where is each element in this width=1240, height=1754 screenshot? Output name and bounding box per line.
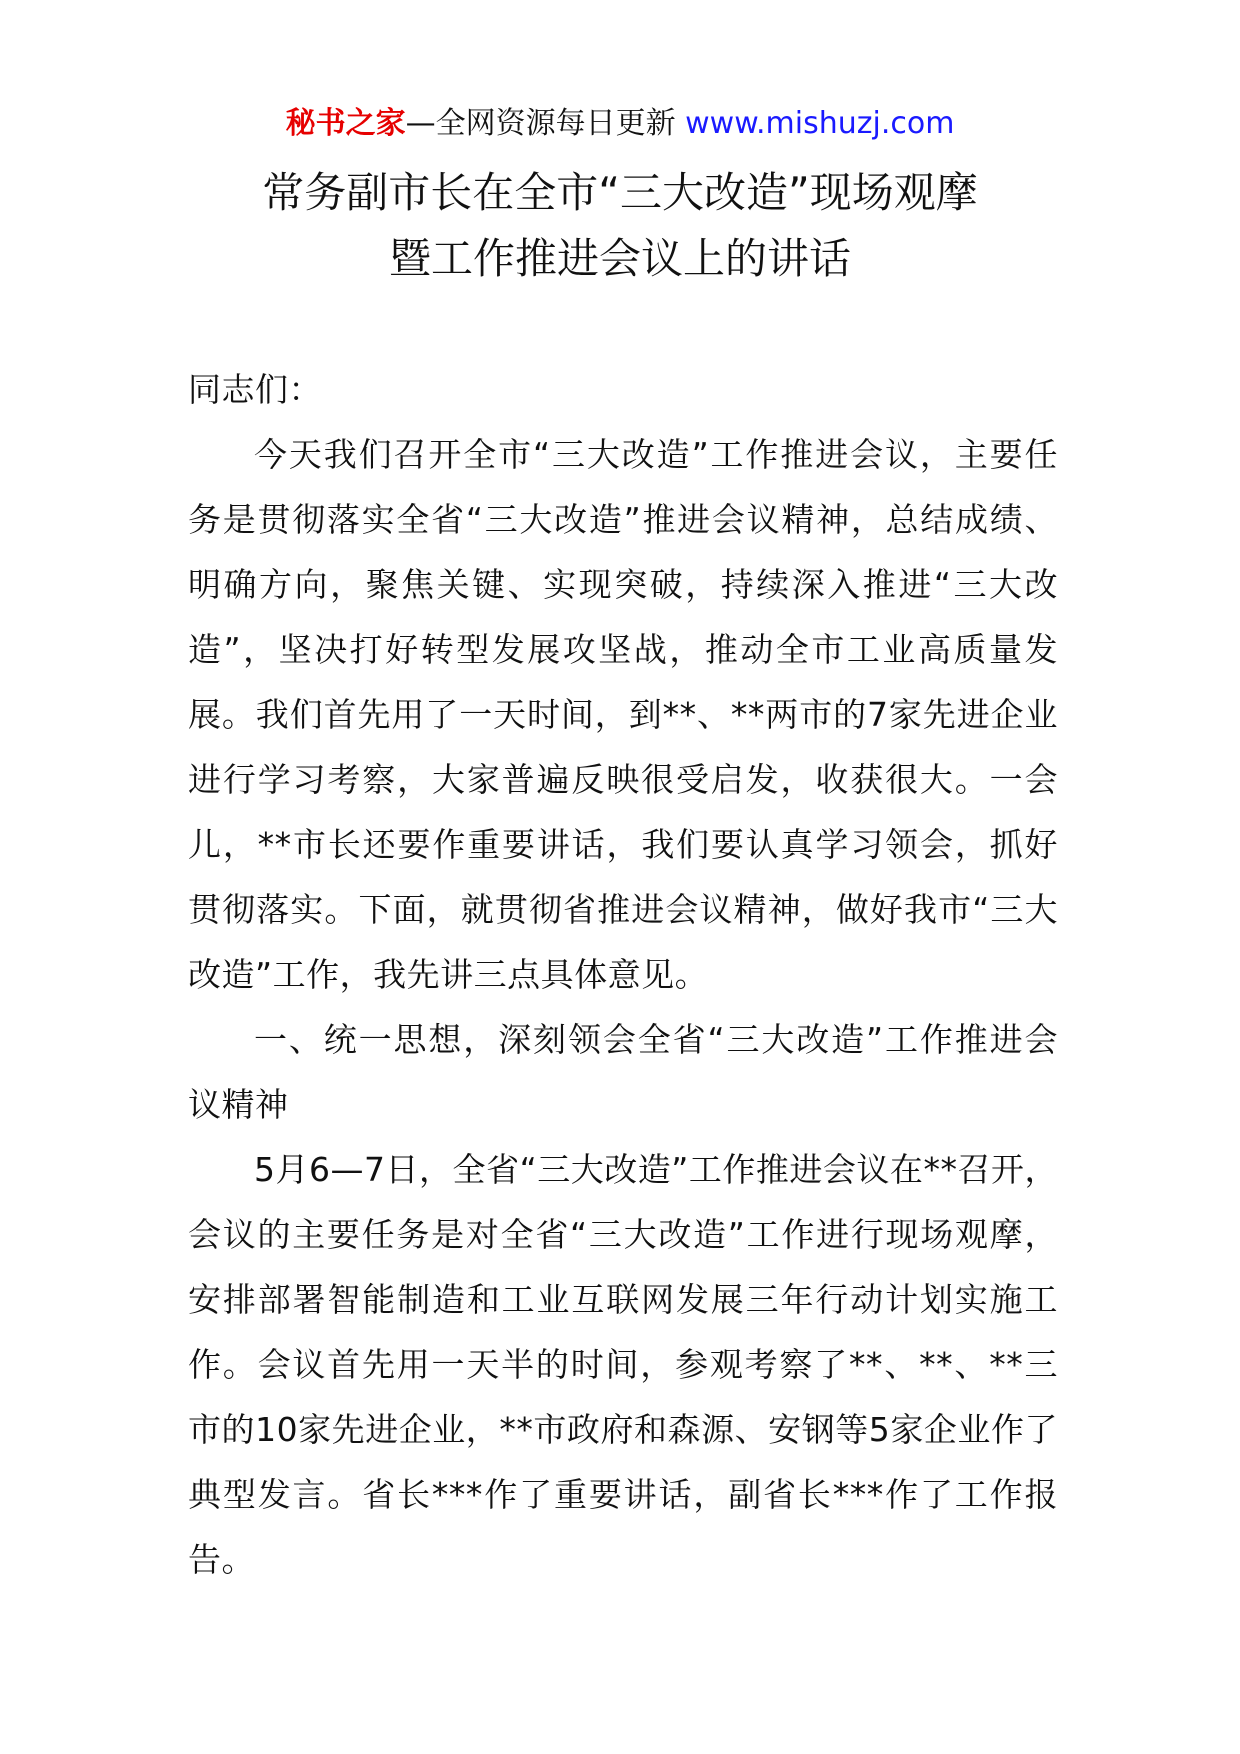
- brand-name: 秘书之家: [285, 106, 406, 141]
- banner-tagline: —全网资源每日更新: [405, 106, 686, 141]
- title-line-1: 常务副市长在全市“三大改造”现场观摩: [262, 168, 978, 217]
- section-heading-1: 一、统一思想，深刻领会全省“三大改造”工作推进会议精神: [188, 1020, 1058, 1124]
- salutation: 同志们：: [188, 370, 322, 409]
- document-title: [0, 160, 1240, 292]
- document-body: [188, 357, 1058, 1592]
- paragraph-intro: 今天我们召开全市“三大改造”工作推进会议，主要任务是贯彻落实全省“三大改造”推进会议精神，总结成绩、明确方向，聚焦关键、实现突破，持续深入推进“三大改造”，坚决打好转型发展攻坚战，推动全市工业高质量发展。我们首先用了一天时间，到**、**两市的7家先进企业进行学习考察，大家普遍反映很受启发，收获很大。一会儿，**市长还要作重要讲话，我们要认真学习领会，抓好贯彻落实。下面，就贯彻省推进会议精神，做好我市“三大改造”工作，我先讲三点具体意见。: [188, 435, 1058, 994]
- site-link[interactable]: www.mishuzj.com: [685, 106, 955, 141]
- paragraph-meeting: 5月6—7日，全省“三大改造”工作推进会议在**召开，会议的主要任务是对全省“三大改造”工作进行现场观摩，安排部署智能制造和工业互联网发展三年行动计划实施工作。会议首先用一天半的时间，参观考察了**、**、**三市的10家先进企业，**市政府和森源、安钢等5家企业作了典型发言。省长***作了重要讲话，副省长***作了工作报告。: [188, 1150, 1058, 1579]
- source-banner: [0, 100, 1240, 148]
- title-line-2: 暨工作推进会议上的讲话: [388, 234, 851, 283]
